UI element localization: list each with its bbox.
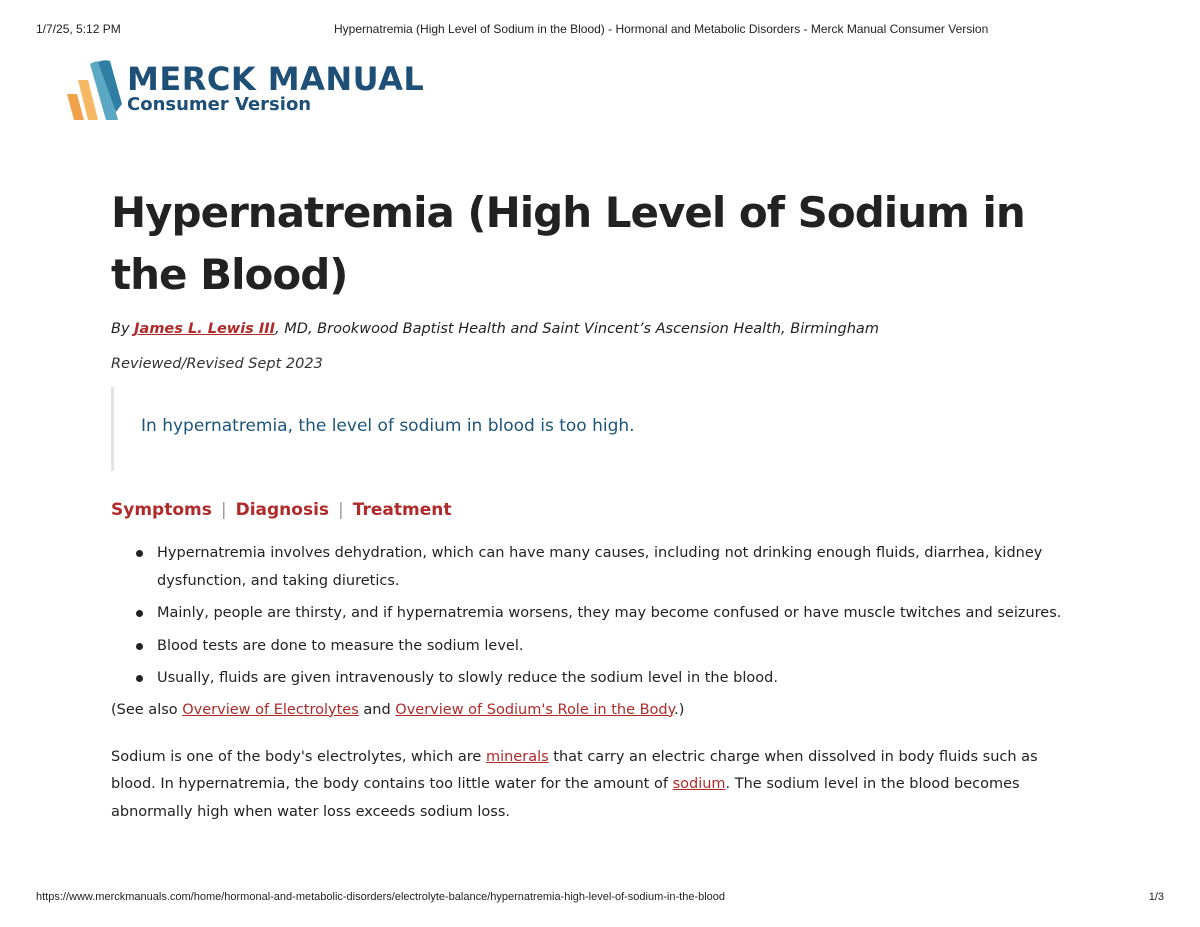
jump-link-symptoms[interactable]: Symptoms: [111, 500, 212, 520]
print-page-title: Hypernatremia (High Level of Sodium in the Blood) - Hormonal and Metabolic Disorders - Merck Manual Consumer Version: [334, 22, 989, 36]
print-header: [36, 22, 1164, 38]
merck-manual-logo[interactable]: [64, 56, 444, 126]
page-title: Hypernatremia (High Level of Sodium in the Blood): [111, 188, 1025, 299]
article: [111, 182, 1071, 826]
overview-sodium-link[interactable]: Overview of Sodium's Role in the Body: [395, 701, 675, 718]
see-also-prefix: (See also: [111, 701, 183, 718]
summary-box: [111, 387, 1071, 471]
byline: [111, 318, 1071, 340]
logo-subtitle: Consumer Version: [127, 94, 312, 115]
list-item-text: Mainly, people are thirsty, and if hypernatremia worsens, they may become confused or have muscle twitches and seizures.: [157, 605, 1062, 621]
byline-affiliation: , MD, Brookwood Baptist Health and Saint Vincent’s Ascension Health, Birmingham: [275, 321, 879, 337]
list-item: [157, 600, 1071, 628]
print-footer: [36, 891, 1164, 907]
list-item-text: Blood tests are done to measure the sodium level.: [157, 637, 524, 654]
list-item: [157, 540, 1071, 595]
see-also: [111, 698, 1071, 722]
print-url: https://www.merckmanuals.com/home/hormonal-and-metabolic-disorders/electrolyte-balance/hypernatremia-high-level-of-sodium-in-the-blood: [36, 891, 726, 903]
jump-link-diagnosis[interactable]: Diagnosis: [235, 500, 330, 520]
paragraph-text: that carry an electric charge when dissolved in body fluids such as blood. In hypernatremia, the body contains too little water for the amount of: [111, 748, 1038, 792]
list-item: [157, 665, 1071, 693]
bullet-icon: [136, 675, 143, 682]
logo-brand-text: MERCK MANUAL: [127, 60, 425, 98]
intro-paragraph: [111, 744, 1071, 827]
merck-logo-mark-icon: [64, 58, 124, 122]
paragraph-text: Sodium is one of the body's electrolytes, which are: [111, 748, 486, 765]
jump-links: [111, 498, 1071, 522]
sodium-link[interactable]: sodium: [672, 776, 726, 792]
print-datetime: 1/7/25, 5:12 PM: [36, 22, 121, 36]
minerals-link[interactable]: minerals: [485, 748, 549, 765]
print-page-number: 1/3: [1148, 891, 1164, 903]
summary-text: In hypernatremia, the level of sodium in blood is too high.: [141, 416, 635, 436]
paragraph-text: . The sodium level in the blood becomes abnormally high when water loss exceeds sodium loss.: [111, 776, 1020, 820]
see-also-suffix: .): [674, 701, 685, 718]
list-item-text: Usually, fluids are given intravenously to slowly reduce the sodium level in the blood.: [157, 670, 778, 686]
bullet-icon: [136, 610, 143, 617]
byline-prefix: By: [111, 321, 135, 337]
author-link[interactable]: James L. Lewis III: [134, 321, 276, 337]
see-also-middle: and: [358, 701, 396, 718]
bullet-icon: [136, 643, 143, 650]
reviewed-date: Reviewed/Revised Sept 2023: [111, 356, 323, 372]
jump-separator: |: [338, 500, 344, 520]
jump-link-treatment[interactable]: Treatment: [352, 500, 452, 520]
bullet-icon: [136, 550, 143, 557]
jump-separator: |: [220, 500, 227, 520]
list-item-text: Hypernatremia involves dehydration, which can have many causes, including not drinking enough fluids, diarrhea, kidney dysfunction, and taking diuretics.: [157, 545, 1043, 589]
overview-electrolytes-link[interactable]: Overview of Electrolytes: [182, 701, 359, 718]
list-item: [157, 633, 1071, 661]
key-points-list: [111, 540, 1071, 693]
